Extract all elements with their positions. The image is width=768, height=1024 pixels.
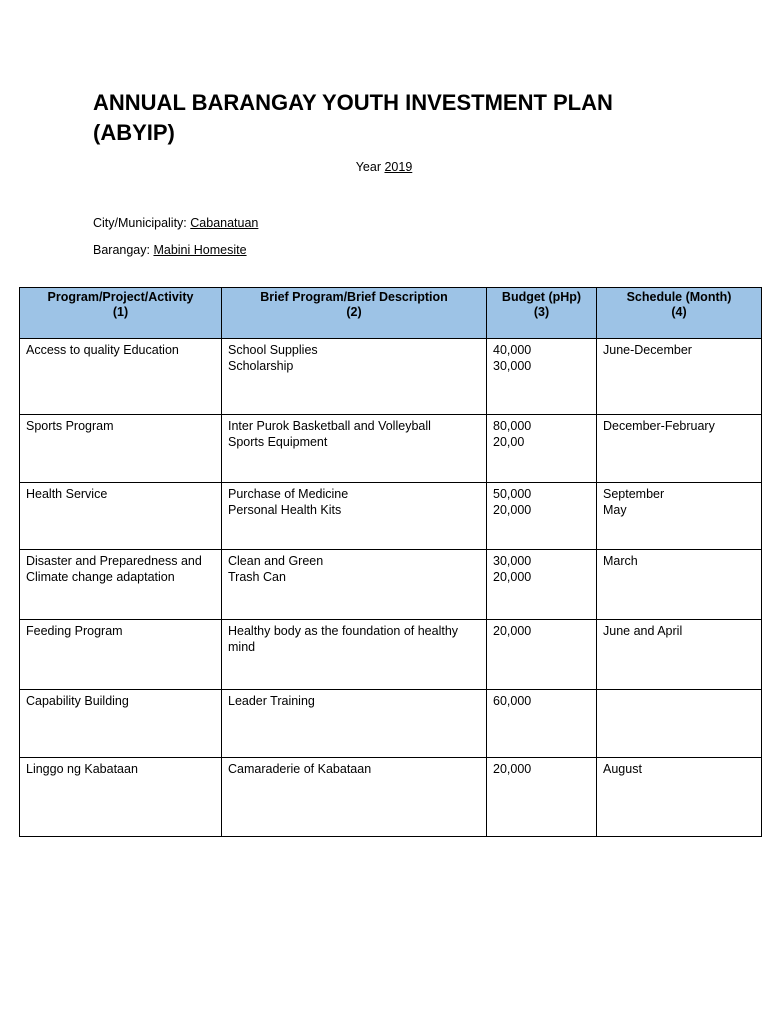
- document-title: ANNUAL BARANGAY YOUTH INVESTMENT PLAN (ABYIP): [93, 90, 613, 145]
- budget-cell: 80,000 20,00: [487, 415, 597, 483]
- schedule-cell: June and April: [597, 620, 762, 690]
- budget-cell: 60,000: [487, 690, 597, 758]
- budget-cell: 30,000 20,000: [487, 550, 597, 620]
- program-cell: Feeding Program: [20, 620, 222, 690]
- barangay-value: Mabini Homesite: [153, 243, 247, 257]
- schedule-cell: August: [597, 758, 762, 837]
- investment-plan-table: [19, 287, 762, 837]
- table-row: [20, 758, 762, 837]
- budget-cell: 40,000 30,000: [487, 339, 597, 415]
- city-value: Cabanatuan: [190, 216, 259, 230]
- table-row: [20, 550, 762, 620]
- program-cell: Sports Program: [20, 415, 222, 483]
- schedule-cell: March: [597, 550, 762, 620]
- description-cell: Purchase of Medicine Personal Health Kits: [222, 483, 487, 550]
- budget-cell: 20,000: [487, 758, 597, 837]
- barangay-line: [93, 243, 247, 257]
- description-cell: Inter Purok Basketball and Volleyball Sports Equipment: [222, 415, 487, 483]
- program-cell: Linggo ng Kabataan: [20, 758, 222, 837]
- description-cell: Camaraderie of Kabataan: [222, 758, 487, 837]
- schedule-cell: June-December: [597, 339, 762, 415]
- table-row: [20, 415, 762, 483]
- header-budget: Budget (pHp) (3): [487, 288, 597, 339]
- description-cell: Clean and Green Trash Can: [222, 550, 487, 620]
- header-schedule: Schedule (Month) (4): [597, 288, 762, 339]
- barangay-label: Barangay:: [93, 243, 150, 257]
- header-description: Brief Program/Brief Description (2): [222, 288, 487, 339]
- schedule-cell: September May: [597, 483, 762, 550]
- program-cell: Access to quality Education: [20, 339, 222, 415]
- budget-cell: 50,000 20,000: [487, 483, 597, 550]
- city-line: [93, 216, 258, 230]
- description-cell: Leader Training: [222, 690, 487, 758]
- schedule-cell: [597, 690, 762, 758]
- year-label: Year: [355, 160, 381, 174]
- table-header-row: [20, 288, 762, 339]
- description-cell: School Supplies Scholarship: [222, 339, 487, 415]
- description-cell: Healthy body as the foundation of healthy mind: [222, 620, 487, 690]
- program-cell: Disaster and Preparedness and Climate change adaptation: [20, 550, 222, 620]
- budget-cell: 20,000: [487, 620, 597, 690]
- table-row: [20, 620, 762, 690]
- table-row: [20, 483, 762, 550]
- schedule-cell: December-February: [597, 415, 762, 483]
- city-label: City/Municipality:: [93, 216, 187, 230]
- program-cell: Health Service: [20, 483, 222, 550]
- table-row: [20, 690, 762, 758]
- year-line: [0, 160, 768, 174]
- header-program: Program/Project/Activity (1): [20, 288, 222, 339]
- table-row: [20, 339, 762, 415]
- year-value: 2019: [384, 160, 413, 174]
- program-cell: Capability Building: [20, 690, 222, 758]
